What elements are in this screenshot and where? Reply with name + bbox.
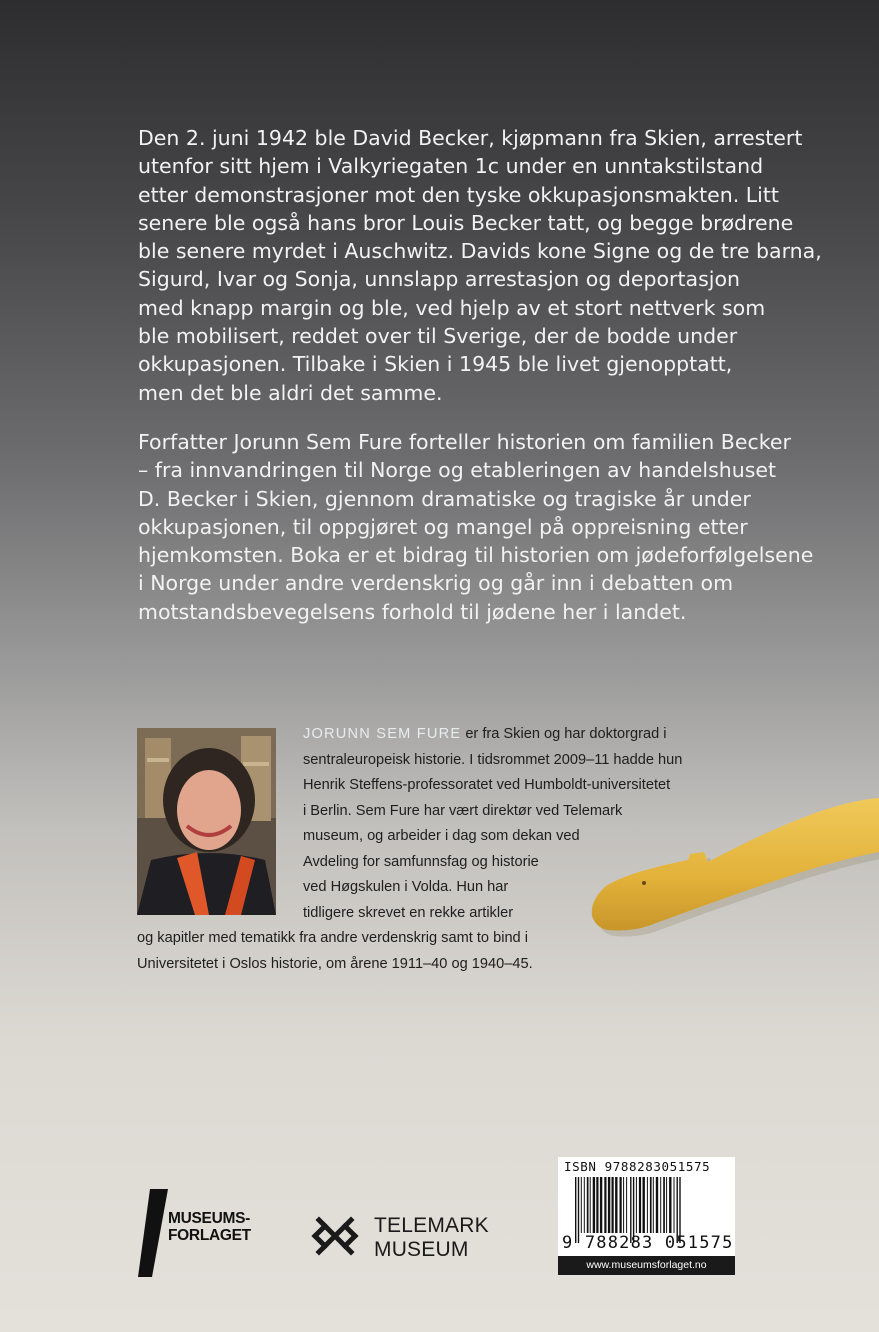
barcode-bar [660, 1177, 661, 1233]
text-line: – fra innvandringen til Norge og etableringen av handelshuset [138, 458, 777, 483]
barcode-bar [593, 1177, 595, 1233]
text-line: Sigurd, Ivar og Sonja, unnslapp arrestasjon og deportasjon [138, 267, 740, 292]
barcode-bar [647, 1177, 648, 1233]
barcode-bar [626, 1177, 627, 1233]
barcode-bar [636, 1177, 637, 1233]
text-line: tidligere skrevet en rekke artikler [303, 904, 514, 921]
text-line: Den 2. juni 1942 ble David Becker, kjøpmann fra Skien, arrestert [138, 126, 803, 150]
telemark-museum-logo [311, 1212, 491, 1264]
text-line: i Norge under andre verdenskrig og går inn i debatten om [138, 571, 734, 596]
text-line: ble mobilisert, reddet over til Sverige, der de bodde under [138, 324, 738, 349]
barcode-bar [587, 1177, 589, 1233]
barcode-bar [639, 1177, 641, 1233]
back-cover-blurb [138, 124, 822, 647]
barcode-bar [596, 1177, 598, 1233]
barcode-bar [604, 1177, 606, 1233]
text-line: men det ble aldri det samme. [138, 380, 443, 405]
barcode-bar [663, 1177, 665, 1233]
text-line: sentraleuropeisk historie. I tidsrommet 2009–11 hadde hun [303, 751, 683, 768]
text-line: utenfor sitt hjem i Valkyriegaten 1c under en unntakstilstand [138, 154, 764, 179]
text-line: ble senere myrdet i Auschwitz. Davids kone Signe og de tre barna, [138, 239, 822, 264]
bio-full-lines [137, 926, 577, 977]
barcode-bar [615, 1177, 617, 1233]
isbn-barcode [558, 1157, 735, 1275]
text-line: Universitetet i Oslos historie, om årene 1911–40 og 1940–45. [137, 955, 533, 972]
barcode-bar [656, 1177, 658, 1233]
barcode-bar [653, 1177, 654, 1233]
text-line: Avdeling for samfunnsfag og historie [303, 853, 539, 870]
blurb-paragraph-1 [138, 124, 822, 407]
blurb-paragraph-2 [138, 428, 814, 626]
museumsforlaget-logo [138, 1189, 251, 1277]
text-line: etter demonstrasjoner mot den tyske okkupasjonsmakten. Litt [138, 182, 779, 207]
text-line: Forfatter Jorunn Sem Fure forteller historien om familien Becker [138, 429, 791, 454]
text-line: motstandsbevegelsens forhold til jødene her i landet. [138, 599, 687, 624]
text-line: okkupasjonen, til oppgjøret og mangel på oppreisning etter [138, 514, 748, 539]
barcode-bar [666, 1177, 667, 1233]
barcode-bar [674, 1177, 675, 1233]
bio-indented-lines [137, 748, 683, 927]
barcode-bar [643, 1177, 645, 1233]
museum-name-line1: TELEMARK [374, 1214, 489, 1237]
publisher-name-line2: FORLAGET [168, 1227, 251, 1244]
publisher-website: www.museumsforlaget.no [558, 1256, 735, 1275]
text-line: Henrik Steffens-professoratet ved Humboldt-universitetet [303, 777, 671, 793]
text-line: D. Becker i Skien, gjennom dramatiske og tragiske år under [138, 486, 751, 511]
author-name: JORUNN SEM FURE [303, 726, 462, 742]
barcode-bar [612, 1177, 614, 1233]
barcode-bar [600, 1177, 602, 1233]
barcode-bar [620, 1177, 622, 1233]
barcode-bar [650, 1177, 652, 1233]
barcode-bar [669, 1177, 671, 1233]
museum-name-line2: MUSEUM [374, 1238, 469, 1261]
ean-digits: 9 788283 051575 [562, 1233, 734, 1253]
text-line: museum, og arbeider i dag som dekan ved [303, 828, 580, 844]
bio-first-line-text: er fra Skien og har doktorgrad i [461, 726, 667, 742]
text-line: med knapp margin og ble, ved hjelp av et stort nettverk som [138, 295, 766, 320]
barcode-bar [623, 1177, 624, 1233]
barcode-bar [581, 1177, 582, 1233]
telemark-museum-mark-icon [311, 1212, 359, 1260]
bio-first-line [137, 722, 667, 748]
text-line: okkupasjonen. Tilbake i Skien i 1945 ble livet gjenopptatt, [138, 352, 733, 377]
text-line: i Berlin. Sem Fure har vært direktør ved Telemark [303, 802, 623, 819]
publisher-name-line1: MUSEUMS- [168, 1210, 250, 1227]
text-line: hjemkomsten. Boka er et bidrag til historien om jødeforfølgelsene [138, 543, 814, 568]
barcode-bar [590, 1177, 591, 1233]
wooden-stick-illustration [578, 790, 879, 940]
text-line: ved Høgskulen i Volda. Hun har [303, 879, 509, 895]
museumsforlaget-mark-icon [138, 1189, 168, 1277]
barcode-bar [608, 1177, 610, 1233]
author-bio [137, 722, 683, 977]
text-line: og kapitler med tematikk fra andre verdenskrig samt to bind i [137, 930, 528, 946]
isbn-label: ISBN 9788283051575 [564, 1159, 711, 1174]
barcode-bar [584, 1177, 585, 1233]
text-line: senere ble også hans bror Louis Becker tatt, og begge brødrene [138, 210, 794, 235]
